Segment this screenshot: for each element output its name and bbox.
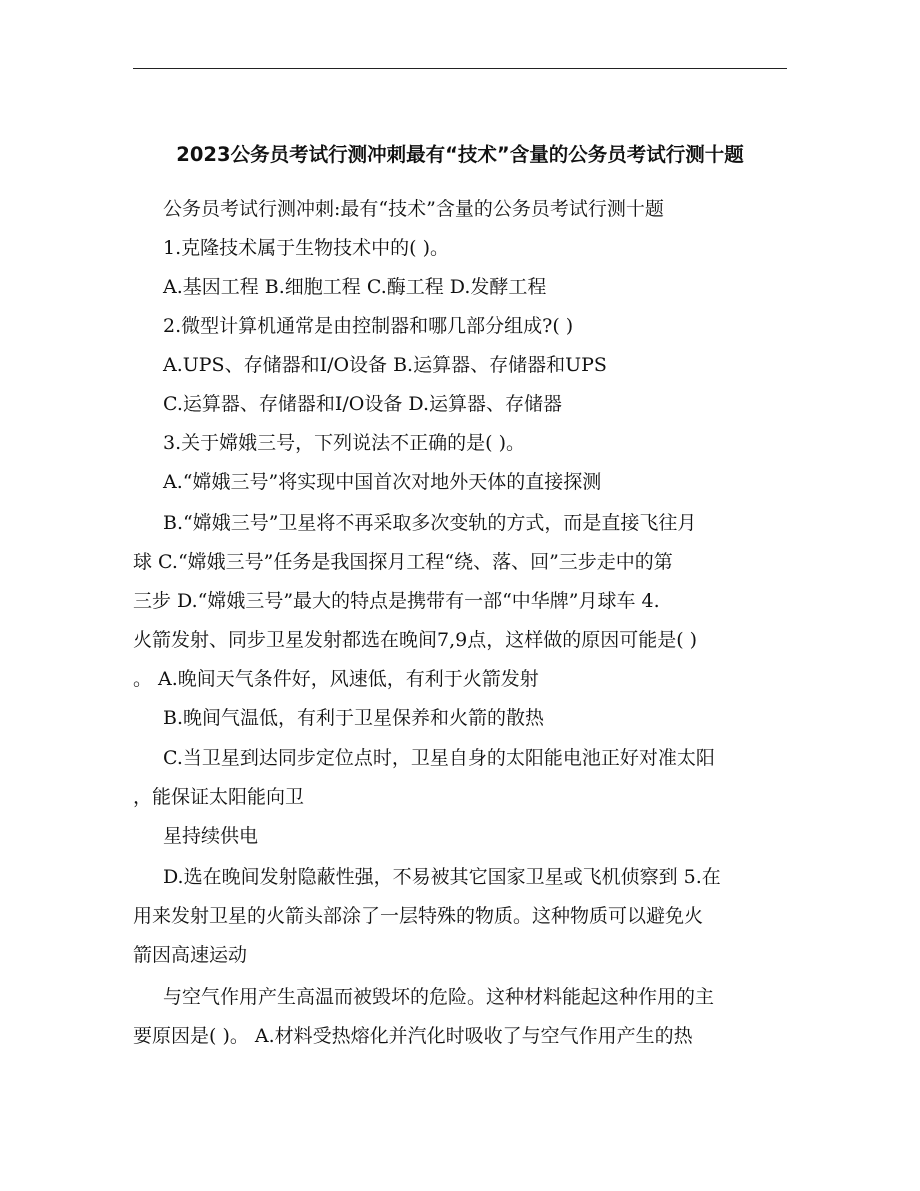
header-rule — [133, 68, 787, 69]
text-line: A.“嫦娥三号”将实现中国首次对地外天体的直接探测 — [163, 471, 602, 493]
text-line: 火箭发射、同步卫星发射都选在晚间7,9点，这样做的原因可能是( ) — [133, 629, 698, 651]
text-line: 2.微型计算机通常是由控制器和哪几部分组成?( ) — [163, 315, 574, 337]
text-line: 三步 D.“嫦娥三号”最大的特点是携带有一部“中华牌”月球车 4. — [133, 590, 660, 612]
text-line: 用来发射卫星的火箭头部涂了一层特殊的物质。这种物质可以避免火 — [133, 905, 704, 927]
text-line: 要原因是( )。 A.材料受热熔化并汽化时吸收了与空气作用产生的热 — [133, 1025, 693, 1047]
text-line: 星持续供电 — [163, 825, 259, 847]
text-line: 与空气作用产生高温而被毁坏的危险。这种材料能起这种作用的主 — [163, 986, 715, 1008]
text-line: ，能保证太阳能向卫 — [133, 786, 305, 808]
text-line: 。 A.晚间天气条件好，风速低，有利于火箭发射 — [133, 668, 539, 690]
text-line: 球 C.“嫦娥三号”任务是我国探月工程“绕、落、回”三步走中的第 — [133, 551, 673, 573]
text-line: C.运算器、存储器和I/O设备 D.运算器、存储器 — [163, 393, 563, 415]
text-line: B.“嫦娥三号”卫星将不再采取多次变轨的方式，而是直接飞往月 — [163, 512, 697, 534]
text-line: A.UPS、存储器和I/O设备 B.运算器、存储器和UPS — [163, 354, 607, 376]
text-line: 箭因高速运动 — [133, 944, 248, 966]
text-line: A.基因工程 B.细胞工程 C.酶工程 D.发酵工程 — [163, 276, 547, 298]
text-line: 3.关于嫦娥三号，下列说法不正确的是( )。 — [163, 432, 525, 454]
text-line: 1.克隆技术属于生物技术中的( )。 — [163, 237, 449, 259]
text-line: B.晚间气温低，有利于卫星保养和火箭的散热 — [163, 707, 545, 729]
text-line: C.当卫星到达同步定位点时，卫星自身的太阳能电池正好对准太阳 — [163, 747, 715, 769]
document-title: 2023公务员考试行测冲刺最有“技术”含量的公务员考试行测十题 — [176, 143, 744, 166]
text-line: D.选在晚间发射隐蔽性强，不易被其它国家卫星或飞机侦察到 5.在 — [163, 866, 721, 888]
text-line: 公务员考试行测冲刺:最有“技术”含量的公务员考试行测十题 — [163, 198, 664, 220]
